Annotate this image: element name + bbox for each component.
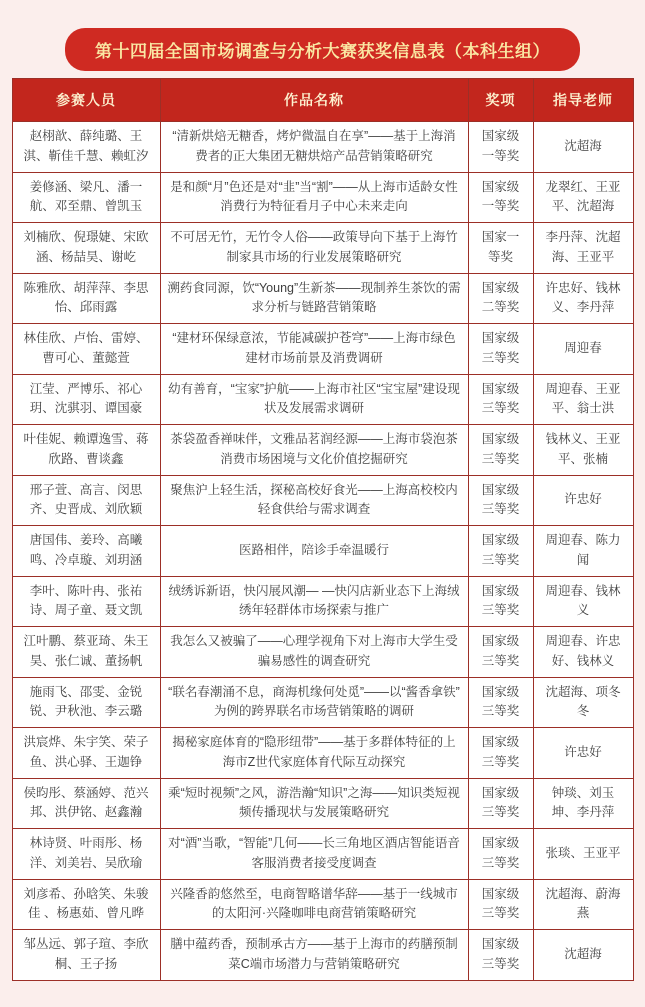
table-row-6 — [12, 374, 633, 425]
participants-cell: 林诗贤、叶雨彤、杨洋、刘美岩、吴欣瑜 — [12, 829, 160, 880]
table-row-17 — [12, 930, 633, 981]
table-row-14 — [12, 778, 633, 829]
work-title-cell: 膳中蕴药香，预制承古方——基于上海市的药膳预制菜C端市场潜力与营销策略研究 — [160, 930, 468, 981]
teachers-cell: 沈超海 — [533, 122, 633, 173]
teachers-cell: 周迎春、陈力闻 — [533, 526, 633, 577]
header-row — [12, 79, 633, 122]
award-cell: 国家级一等奖 — [468, 172, 533, 223]
participants-cell: 邢子萱、高言、闵思齐、史晋成、刘欣颖 — [12, 475, 160, 526]
header-award: 奖项 — [468, 79, 533, 122]
work-title-cell: “清新烘焙无糖香，烤炉微温自在享”——基于上海消费者的正大集团无糖烘焙产品营销策略研究 — [160, 122, 468, 173]
participants-cell: 江叶鹏、蔡亚琦、朱王昊、张仁诚、董扬帆 — [12, 627, 160, 678]
work-title-cell: 茶袋盈香禅味伴，文雅品茗润经源——上海市袋泡茶消费市场困境与文化价值挖掘研究 — [160, 425, 468, 476]
table-row-9 — [12, 526, 633, 577]
work-title-cell: 不可居无竹，无竹令人俗——政策导向下基于上海竹制家具市场的行业发展策略研究 — [160, 223, 468, 274]
work-title-cell: 溯药食同源，饮“Young”生新茶——现制养生茶饮的需求分析与链路营销策略 — [160, 273, 468, 324]
award-cell: 国家级三等奖 — [468, 526, 533, 577]
participants-cell: 刘彦希、孙晗笑、朱骏佳 、杨惠茹、曾凡晔 — [12, 879, 160, 930]
table-row-8 — [12, 475, 633, 526]
participants-cell: 江莹、严博乐、祁心玥、沈骐羽、谭国豪 — [12, 374, 160, 425]
header-teachers: 指导老师 — [533, 79, 633, 122]
participants-cell: 刘楠欣、倪璟婕、宋欧涵、杨喆昊、谢屹 — [12, 223, 160, 274]
award-cell: 国家一等奖 — [468, 223, 533, 274]
teachers-cell: 周迎春 — [533, 324, 633, 375]
participants-cell: 唐国伟、姜玲、高曦鸣、冷卓璇、刘玥涵 — [12, 526, 160, 577]
work-title-cell: 我怎么又被骗了——心理学视角下对上海市大学生受骗易感性的调查研究 — [160, 627, 468, 678]
award-cell: 国家级三等奖 — [468, 728, 533, 779]
teachers-cell: 沈超海、蔚海燕 — [533, 879, 633, 930]
table-row-1 — [12, 122, 633, 173]
work-title-cell: 绒绣诉新语，快闪展风潮— —快闪店新业态下上海绒绣年轻群体市场探索与推广 — [160, 576, 468, 627]
work-title-cell: 聚焦沪上轻生活，探秘高校好食光——上海高校校内轻食供给与需求调查 — [160, 475, 468, 526]
award-cell: 国家级三等奖 — [468, 778, 533, 829]
table-header — [12, 79, 633, 122]
participants-cell: 陈雅欣、胡萍萍、李思怡、邱雨露 — [12, 273, 160, 324]
award-cell: 国家级三等奖 — [468, 475, 533, 526]
work-title-cell: 幼有善育，“宝家”护航——上海市社区“宝宝屋”建设现状及发展需求调研 — [160, 374, 468, 425]
table-row-11 — [12, 627, 633, 678]
work-title-cell: 兴隆香韵悠然至，电商智略谱华辞——基于一线城市的太阳河·兴隆咖啡电商营销策略研究 — [160, 879, 468, 930]
teachers-cell: 钟琰、刘玉坤、李丹萍 — [533, 778, 633, 829]
teachers-cell: 周迎春、钱林义 — [533, 576, 633, 627]
table-row-5 — [12, 324, 633, 375]
award-cell: 国家级三等奖 — [468, 930, 533, 981]
teachers-cell: 钱林义、王亚平、张楠 — [533, 425, 633, 476]
award-cell: 国家级三等奖 — [468, 627, 533, 678]
participants-cell: 洪宸烨、朱宇笑、荣子鱼、洪心驿、王迦铮 — [12, 728, 160, 779]
work-title-cell: 乘“短时视频”之风，游浩瀚“知识”之海——知识类短视频传播现状与发展策略研究 — [160, 778, 468, 829]
participants-cell: 邹丛远、郭子瑄、李欣桐、王子扬 — [12, 930, 160, 981]
teachers-cell: 沈超海、项冬冬 — [533, 677, 633, 728]
header-work-title: 作品名称 — [160, 79, 468, 122]
work-title-cell: 是和颜“月”色还是对“韭”当“割”——从上海市适龄女性消费行为特征看月子中心未来走向 — [160, 172, 468, 223]
table-row-10 — [12, 576, 633, 627]
teachers-cell: 周迎春、王亚平、翁士洪 — [533, 374, 633, 425]
work-title-cell: “建材环保绿意浓，节能减碳护苍穹”——上海市绿色建材市场前景及消费调研 — [160, 324, 468, 375]
teachers-cell: 龙翠红、王亚平、沈超海 — [533, 172, 633, 223]
award-cell: 国家级三等奖 — [468, 677, 533, 728]
teachers-cell: 许忠好 — [533, 475, 633, 526]
participants-cell: 姜修涵、梁凡、潘一航、邓至鼎、曾凯玉 — [12, 172, 160, 223]
page — [0, 28, 645, 981]
teachers-cell: 周迎春、许忠好、钱林义 — [533, 627, 633, 678]
award-cell: 国家级三等奖 — [468, 374, 533, 425]
table-row-16 — [12, 879, 633, 930]
work-title-cell: 揭秘家庭体育的“隐形纽带”——基于多群体特征的上海市Z世代家庭体育代际互动探究 — [160, 728, 468, 779]
award-cell: 国家级一等奖 — [468, 122, 533, 173]
table-row-7 — [12, 425, 633, 476]
participants-cell: 侯昀彤、蔡涵婷、范兴邦、洪伊铭、赵鑫瀚 — [12, 778, 160, 829]
teachers-cell: 张琰、王亚平 — [533, 829, 633, 880]
participants-cell: 林佳欣、卢怡、雷婷、曹可心、董懿萱 — [12, 324, 160, 375]
teachers-cell: 许忠好、钱林义、李丹萍 — [533, 273, 633, 324]
participants-cell: 赵栩歆、薛纯璐、王淇、靳佳千慧、赖虹汐 — [12, 122, 160, 173]
participants-cell: 叶佳妮、赖谭逸雪、蒋欣路、曹谈鑫 — [12, 425, 160, 476]
work-title-cell: “联名春潮涌不息，商海机缘何处觅”——以“酱香拿铁”为例的跨界联名市场营销策略的调研 — [160, 677, 468, 728]
awards-table — [12, 78, 634, 981]
table-row-4 — [12, 273, 633, 324]
header-participants: 参赛人员 — [12, 79, 160, 122]
table-body — [12, 122, 633, 981]
teachers-cell: 许忠好 — [533, 728, 633, 779]
teachers-cell: 沈超海 — [533, 930, 633, 981]
page-title: 第十四届全国市场调查与分析大赛获奖信息表（本科生组） — [65, 28, 580, 71]
participants-cell: 施雨飞、邵雯、金锐锐、尹秋池、李云璐 — [12, 677, 160, 728]
award-cell: 国家级三等奖 — [468, 324, 533, 375]
award-cell: 国家级三等奖 — [468, 879, 533, 930]
table-row-15 — [12, 829, 633, 880]
award-cell: 国家级三等奖 — [468, 576, 533, 627]
award-cell: 国家级二等奖 — [468, 273, 533, 324]
table-row-13 — [12, 728, 633, 779]
award-cell: 国家级三等奖 — [468, 829, 533, 880]
table-row-2 — [12, 172, 633, 223]
table-row-3 — [12, 223, 633, 274]
teachers-cell: 李丹萍、沈超海、王亚平 — [533, 223, 633, 274]
award-cell: 国家级三等奖 — [468, 425, 533, 476]
work-title-cell: 对“酒”当歌，“智能”几何——长三角地区酒店智能语音客服消费者接受度调查 — [160, 829, 468, 880]
work-title-cell: 医路相伴，陪诊手牵温暖行 — [160, 526, 468, 577]
table-row-12 — [12, 677, 633, 728]
participants-cell: 李叶、陈叶冉、张祐诗、周子童、聂文凯 — [12, 576, 160, 627]
